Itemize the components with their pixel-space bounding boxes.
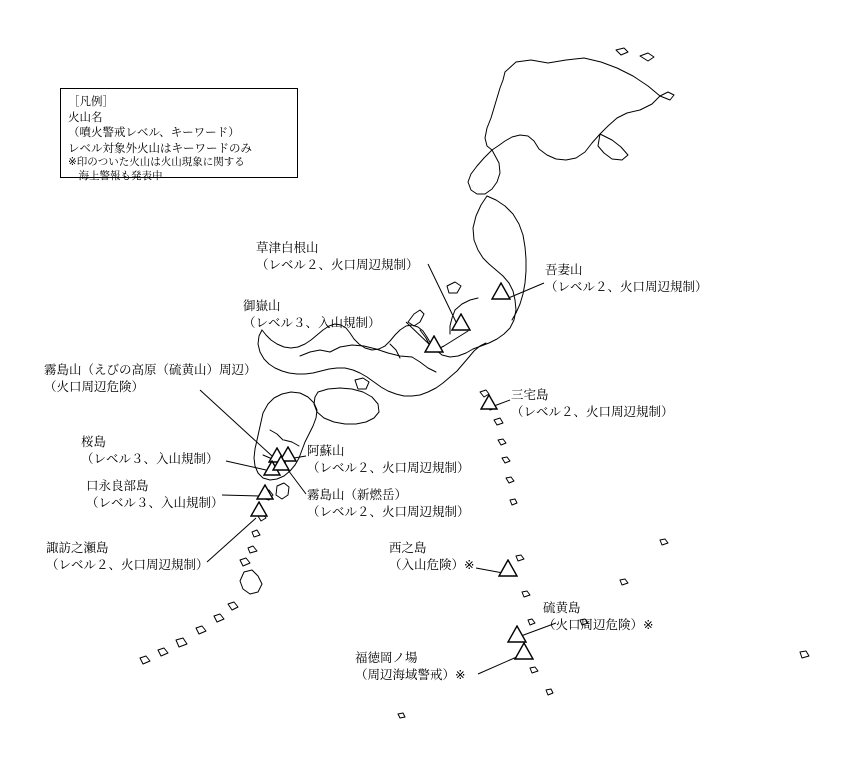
volcano-status-asosan: （レベル２、火口周辺規制） [307, 459, 470, 475]
volcano-name-sakurajima: 桜島 [81, 434, 107, 449]
volcano-name-azumayama: 吾妻山 [545, 262, 583, 277]
volcano-status-fukutoku-okanoba: （周辺海域警戒）※ [355, 666, 466, 682]
volcano-name-kuchinoerabujima: 口永良部島 [86, 478, 149, 493]
label-azumayama [545, 262, 708, 295]
volcano-status-suwanosejima: （レベル２、火口周辺規制） [46, 556, 209, 572]
volcano-status-ioto: （火口周辺危険）※ [543, 616, 654, 632]
label-ioto [543, 600, 653, 633]
volcano-status-kuchinoerabujima: （レベル３、入山規制） [86, 494, 224, 510]
volcano-name-kusatsu-shirane: 草津白根山 [256, 240, 319, 255]
volcano-name-ontakesan: 御嶽山 [243, 298, 281, 313]
legend-line-3: レベル対象外火山はキーワードのみ [68, 140, 252, 155]
legend-line-1: 火山名 [68, 109, 103, 124]
legend-box [60, 88, 298, 182]
label-fukutoku-okanoba [355, 650, 465, 683]
volcano-status-kusatsu-shirane: （レベル２、火口周辺規制） [256, 256, 419, 272]
label-asosan [307, 443, 470, 476]
volcano-status-kirishima-ebino: （火口周辺危険） [44, 378, 145, 394]
label-kusatsu-shirane [256, 240, 419, 273]
volcano-name-suwanosejima: 諏訪之瀬島 [46, 540, 109, 555]
volcano-status-sakurajima: （レベル３、入山規制） [81, 450, 219, 466]
label-sakurajima [81, 434, 219, 467]
label-kirishima-ebino [44, 362, 257, 395]
label-ontakesan [243, 298, 381, 331]
volcano-status-nishinoshima: （入山危険）※ [389, 556, 475, 572]
volcano-name-fukutoku-okanoba: 福徳岡ノ場 [355, 650, 418, 665]
volcano-name-asosan: 阿蘇山 [307, 443, 345, 458]
label-kuchinoerabujima [86, 478, 224, 511]
legend-header: ［凡例］ [68, 94, 114, 108]
volcano-name-nishinoshima: 西之島 [389, 540, 427, 555]
volcano-name-ioto: 硫黄島 [543, 600, 581, 615]
label-nishinoshima [389, 540, 474, 573]
volcano-name-kirishima-ebino: 霧島山（えびの高原（硫黄山）周辺） [44, 362, 257, 377]
volcano-status-ontakesan: （レベル３、入山規制） [243, 314, 381, 330]
volcano-name-kirishima-shinmoedake: 霧島山（新燃岳） [307, 487, 408, 502]
volcano-status-kirishima-shinmoedake: （レベル２、火口周辺規制） [307, 503, 470, 519]
legend-note-line-1: ※印のついた火山は火山現象に関する [68, 156, 245, 168]
volcano-name-miyakejima: 三宅島 [511, 387, 549, 402]
volcano-status-miyakejima: （レベル２、火口周辺規制） [511, 403, 674, 419]
volcano-status-azumayama: （レベル２、火口周辺規制） [545, 278, 708, 294]
legend-note-line-2: 海上警報も発表中 [68, 169, 163, 182]
legend-line-2: （噴火警戒レベル、キーワード） [68, 125, 240, 139]
label-suwanosejima [46, 540, 209, 573]
label-kirishima-shinmoedake [307, 487, 470, 520]
label-miyakejima [511, 387, 674, 420]
